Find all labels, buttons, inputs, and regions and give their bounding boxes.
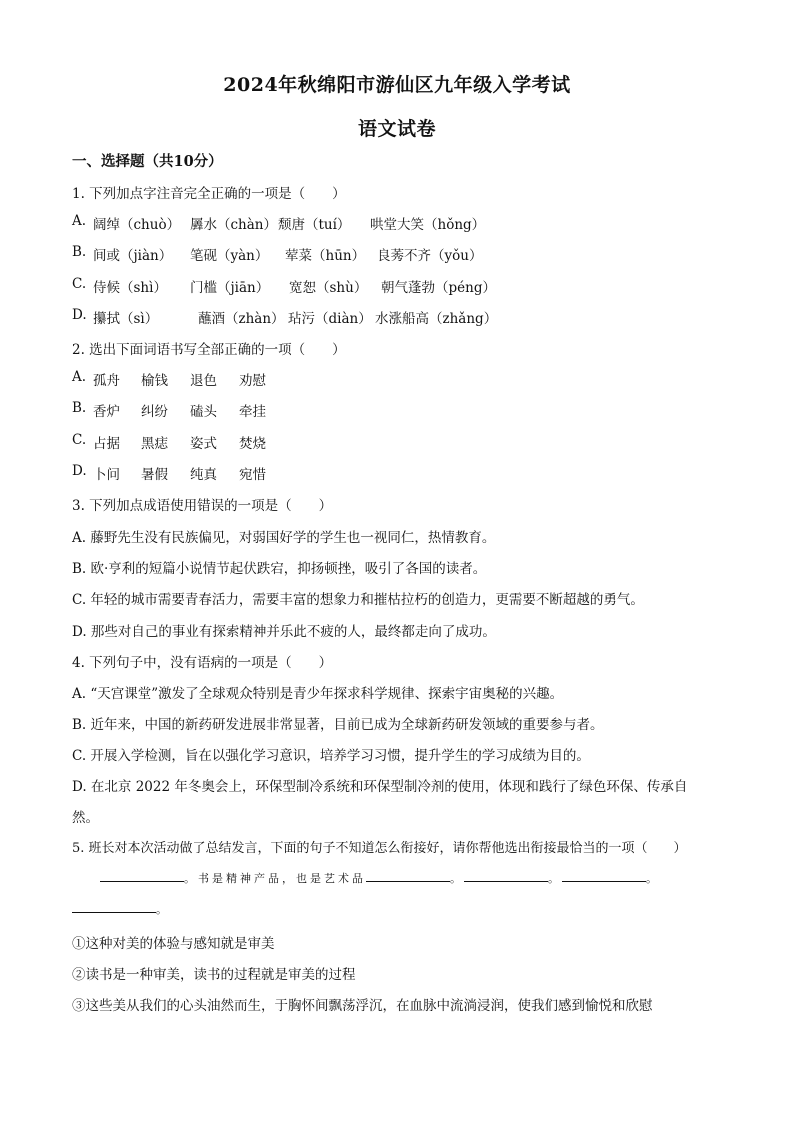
option-letter: D. (72, 307, 87, 323)
q3-option-a[interactable]: A. 藤野先生没有民族偏见，对弱国好学的学生也一视同仁，热情教育。 (72, 530, 496, 546)
option-letter: B. (72, 400, 87, 416)
question-4-stem: 4. 下列句子中，没有语病的一项是（ ） (72, 655, 333, 671)
option-item: 笔砚（yàn） (190, 248, 269, 264)
q4-option-a[interactable]: A. “天宫课堂”激发了全球观众特别是青少年探求科学规律、探索宇宙奥秘的兴趣。 (72, 686, 564, 702)
option-item: 暑假 (141, 467, 168, 483)
option-letter: B. (72, 244, 87, 260)
answer-blank[interactable] (366, 869, 450, 882)
option-item: 榆钱 (141, 373, 168, 389)
q3-option-d[interactable]: D. 那些对自己的事业有探索精神并乐此不疲的人，最终都走向了成功。 (72, 624, 496, 640)
q4-option-c[interactable]: C. 开展入学检测，旨在以强化学习意识，培养学习习惯，提升学生的学习成绩为目的。 (72, 748, 590, 764)
option-item: 阔绰（chuò） (93, 217, 181, 233)
period: 。 (450, 872, 464, 885)
option-item: 良莠不齐（yǒu） (377, 248, 483, 264)
option-item: 孤舟 (93, 373, 120, 389)
q4-option-d-continued: 然。 (72, 810, 99, 826)
option-item: 侍候（shì） (93, 280, 167, 296)
period: 。 (548, 872, 562, 885)
q1-option-d[interactable] (72, 307, 512, 325)
option-letter: C. (72, 276, 87, 292)
q1-option-c[interactable] (72, 276, 512, 294)
exam-subtitle: 语文试卷 (357, 118, 436, 140)
exam-title: 2024年秋绵阳市游仙区九年级入学考试 (223, 74, 571, 96)
option-item: 焚烧 (239, 436, 266, 452)
passage-text: 。书是精神产品，也是艺术品 (184, 872, 366, 885)
section-heading: 一、选择题（共10分） (72, 153, 223, 170)
option-item: 黑痣 (141, 436, 168, 452)
question-1-stem: 1. 下列加点字注音完全正确的一项是（ ） (72, 186, 346, 202)
option-item: 退色 (190, 373, 217, 389)
question-2-stem: 2. 选出下面词语书写全部正确的一项（ ） (72, 342, 346, 358)
q5-sentence-1: ①这种对美的体验与感知就是审美 (72, 936, 275, 952)
q1-option-b[interactable] (72, 244, 512, 262)
q2-option-c[interactable] (72, 432, 332, 450)
option-item: 磕头 (190, 404, 217, 420)
option-item: 哄堂大笑（hǒng） (370, 217, 486, 233)
option-item: 朝气蓬勃（péng） (381, 280, 496, 296)
option-item: 玷污（diàn） (288, 311, 372, 327)
q4-option-b[interactable]: B. 近年来，中国的新药研发进展非常显著，目前已成为全球新药研发领域的重要参与者。 (72, 717, 604, 733)
q5-passage-line-2 (72, 900, 170, 917)
option-item: 水涨船高（zhǎng） (375, 311, 498, 327)
option-item: 荤菜（hūn） (285, 248, 366, 264)
option-letter: D. (72, 463, 87, 479)
q5-passage-line (100, 869, 660, 886)
option-item: 颓唐（tuí） (278, 217, 351, 233)
option-letter: A. (72, 369, 87, 385)
answer-blank[interactable] (100, 869, 184, 882)
option-item: 卜问 (93, 467, 120, 483)
option-item: 纠纷 (141, 404, 168, 420)
option-item: 宽恕（shù） (289, 280, 368, 296)
option-item: 攥拭（sì） (93, 311, 159, 327)
q5-sentence-2: ②读书是一种审美，读书的过程就是审美的过程 (72, 967, 356, 983)
q4-option-d[interactable]: D. 在北京 2022 年冬奥会上，环保型制冷系统和环保型制冷剂的使用，体现和践行了绿色环保、传承自 (72, 779, 688, 795)
option-item: 香炉 (93, 404, 120, 420)
option-item: 间或（jiàn） (93, 248, 173, 264)
q3-option-c[interactable]: C. 年轻的城市需要青春活力，需要丰富的想象力和摧枯拉朽的创造力，更需要不断超越的勇气。 (72, 592, 644, 608)
option-item: 羼水（chàn） (190, 217, 277, 233)
q5-sentence-3: ③这些美从我们的心头油然而生，于胸怀间飘荡浮沉，在血脉中流淌浸润，使我们感到愉悦和欣慰 (72, 998, 653, 1014)
q1-option-a[interactable] (72, 213, 512, 231)
answer-blank[interactable] (464, 869, 548, 882)
option-item: 占据 (93, 436, 120, 452)
period: 。 (646, 872, 660, 885)
q2-option-b[interactable] (72, 400, 332, 418)
question-5-stem: 5. 班长对本次活动做了总结发言，下面的句子不知道怎么衔接好，请你帮他选出衔接最恰当的一项（ ） (72, 841, 687, 856)
answer-blank[interactable] (72, 900, 156, 913)
question-3-stem: 3. 下列加点成语使用错误的一项是（ ） (72, 498, 333, 514)
option-item: 门槛（jiān） (190, 280, 270, 296)
q2-option-d[interactable] (72, 463, 332, 481)
option-item: 劝慰 (239, 373, 266, 389)
option-letter: A. (72, 213, 87, 229)
option-item: 蘸酒（zhàn） (198, 311, 285, 327)
answer-blank[interactable] (562, 869, 646, 882)
option-letter: C. (72, 432, 87, 448)
option-item: 姿式 (190, 436, 217, 452)
period: 。 (156, 903, 170, 916)
q2-option-a[interactable] (72, 369, 332, 387)
q3-option-b[interactable]: B. 欧·亨利的短篇小说情节起伏跌宕，抑扬顿挫，吸引了各国的读者。 (72, 561, 487, 577)
option-item: 纯真 (190, 467, 217, 483)
option-item: 牵挂 (239, 404, 266, 420)
option-item: 宛惜 (239, 467, 266, 483)
